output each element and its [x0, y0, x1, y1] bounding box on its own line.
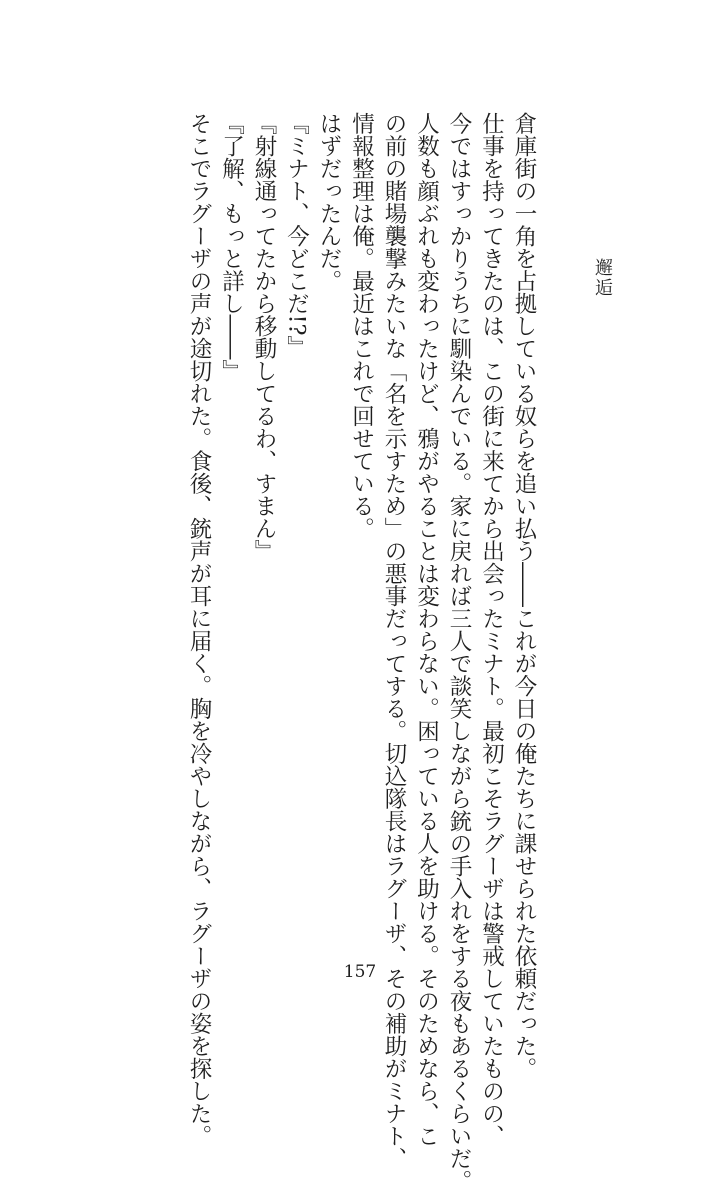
text-line: 倉庫街の一角を占拠している奴らを追い払う――これが今日の俺たちに課せられた依頼だった。 — [511, 112, 537, 1080]
text-line: の前の賭場襲撃みたいな「名を示すため」の悪事だってする。切込隊長はラグーザ、その補助がミナト、 — [381, 112, 407, 1170]
text-line: 今ではすっかりうちに馴染んでいる。家に戻れば三人で談笑しながら銃の手入れをする夜もあるくらいだ。 — [446, 112, 472, 1192]
text-line: 仕事を持ってきたのは、この街に来てから出会ったミナト。最初こそラグーザは警戒していたものの、 — [478, 112, 505, 1147]
text-line: 人数も顔ぶれも変わったけど、鴉がやることは変わらない。困っている人を助ける。そのためなら、こ — [413, 112, 440, 1147]
text-line: 『ミナト、今どこだ!?』 — [283, 112, 310, 359]
text-line: はずだったんだ。 — [316, 112, 342, 292]
page-number: 157 — [343, 962, 377, 982]
text-line: そこでラグーザの声が途切れた。食後、銃声が耳に届く。胸を冷やしながら、ラグーザの姿を探した。 — [186, 112, 212, 1147]
text-line: 情報整理は俺。最近はこれで回せている。 — [348, 112, 375, 540]
text-line: 『了解、もっと詳し――』 — [218, 112, 245, 382]
text-line: 『射線通ってたから移動してるわ、すまん』 — [251, 112, 277, 562]
running-head: 邂逅 — [592, 258, 613, 298]
